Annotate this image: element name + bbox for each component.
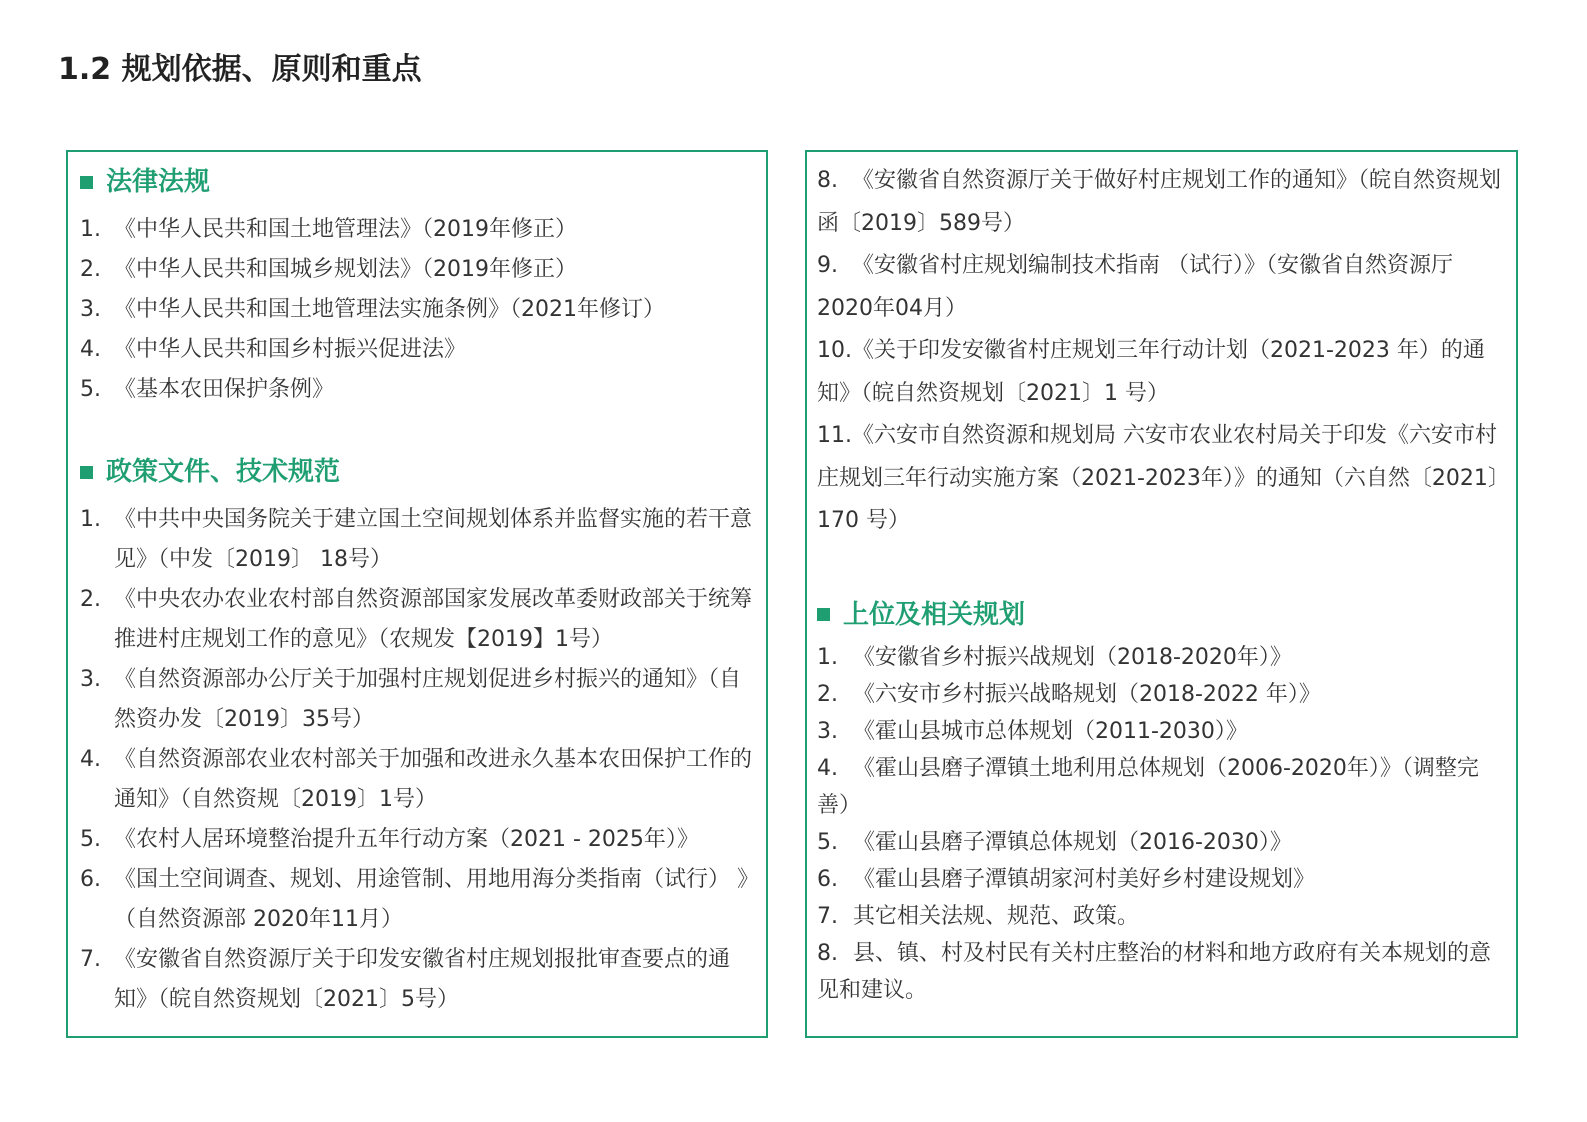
item-text: 《中华人民共和国乡村振兴促进法》	[114, 337, 467, 362]
item-text: 《中共中央国务院关于建立国土空间规划体系并监督实施的若干意见》（中发〔2019〕 18号）	[114, 507, 753, 572]
list-item	[80, 580, 754, 660]
item-text: 其它相关法规、规范、政策。	[853, 903, 1140, 929]
list-item	[817, 676, 1506, 713]
page-title: 1.2 规划依据、原则和重点	[58, 52, 422, 87]
item-number: 4.	[80, 337, 101, 362]
list-item	[817, 898, 1506, 935]
list-item	[817, 750, 1506, 824]
list-item	[817, 160, 1506, 245]
item-number: 6.	[817, 866, 838, 892]
list-item	[80, 370, 754, 410]
list-item	[80, 330, 754, 370]
right-panel	[805, 150, 1518, 1038]
list-item	[80, 500, 754, 580]
item-text: 《自然资源部农业农村部关于加强和改进永久基本农田保护工作的通知》（自然资规〔2019〕1号）	[114, 747, 753, 812]
item-number: 8.	[817, 940, 838, 966]
section-heading-label: 法律法规	[106, 167, 211, 197]
item-text: 《霍山县磨子潭镇总体规划（2016-2030）》	[853, 829, 1292, 855]
laws-list	[80, 210, 754, 410]
policies-list	[80, 500, 754, 1020]
square-bullet-icon	[80, 176, 93, 189]
item-number: 8.	[817, 168, 838, 193]
item-number: 7.	[80, 947, 101, 972]
item-number: 10.	[817, 338, 852, 363]
list-item	[80, 820, 754, 860]
item-number: 3.	[80, 667, 101, 692]
item-number: 1.	[80, 507, 101, 532]
item-text: 《自然资源部办公厅关于加强村庄规划促进乡村振兴的通知》（自然资办发〔2019〕35号）	[114, 667, 742, 732]
item-number: 2.	[817, 681, 838, 707]
item-number: 2.	[80, 257, 101, 282]
item-number: 4.	[80, 747, 101, 772]
section-heading-label: 政策文件、技术规范	[106, 457, 341, 487]
item-text: 《霍山县城市总体规划（2011-2030）》	[853, 718, 1248, 744]
item-number: 7.	[817, 903, 838, 929]
section-heading-laws	[80, 162, 754, 202]
list-item	[817, 245, 1506, 330]
item-number: 3.	[80, 297, 101, 322]
list-item	[817, 330, 1506, 415]
section-heading-related-plans	[817, 595, 1506, 635]
list-item	[817, 639, 1506, 676]
list-item	[80, 250, 754, 290]
item-text: 《中华人民共和国土地管理法》（2019年修正）	[114, 217, 577, 242]
item-text: 《关于印发安徽省村庄规划三年行动计划（2021-2023 年）的通知》（皖自然资规划〔2021〕1 号）	[817, 338, 1485, 406]
item-text: 《中华人民共和国城乡规划法》（2019年修正）	[114, 257, 577, 282]
related-plans-list	[817, 639, 1506, 1009]
item-text: 县、镇、村及村民有关村庄整治的材料和地方政府有关本规划的意见和建议。	[817, 940, 1492, 1003]
item-text: 《国土空间调查、规划、用途管制、用地用海分类指南（试行） 》（自然资源部 2020年11月）	[114, 867, 748, 932]
list-item	[817, 415, 1506, 543]
list-item	[80, 740, 754, 820]
list-item	[817, 861, 1506, 898]
item-text: 《霍山县磨子潭镇土地利用总体规划（2006-2020年）》（调整完善）	[817, 755, 1479, 818]
square-bullet-icon	[80, 466, 93, 479]
item-text: 《中央农办农业农村部自然资源部国家发展改革委财政部关于统筹推进村庄规划工作的意见》（农规发【2019】1号）	[114, 587, 753, 652]
item-text: 《安徽省乡村振兴战规划（2018-2020年）》	[853, 644, 1292, 670]
item-number: 5.	[80, 377, 101, 402]
list-item	[817, 713, 1506, 750]
list-item	[80, 860, 754, 940]
square-bullet-icon	[817, 608, 830, 621]
section-heading-label: 上位及相关规划	[843, 599, 1026, 630]
list-item	[817, 824, 1506, 861]
item-number: 6.	[80, 867, 101, 892]
list-item	[817, 935, 1506, 1009]
item-text: 《六安市乡村振兴战略规划（2018-2022 年）》	[853, 681, 1321, 707]
list-item	[80, 940, 754, 1020]
list-item	[80, 290, 754, 330]
item-text: 《中华人民共和国土地管理法实施条例》（2021年修订）	[114, 297, 665, 322]
item-number: 1.	[80, 217, 101, 242]
item-text: 《农村人居环境整治提升五年行动方案（2021 - 2025年）》	[114, 827, 699, 852]
list-item	[80, 210, 754, 250]
item-number: 1.	[817, 644, 838, 670]
item-text: 《霍山县磨子潭镇胡家河村美好乡村建设规划》	[853, 866, 1316, 892]
policies-continued-list	[817, 160, 1506, 543]
item-number: 9.	[817, 253, 838, 278]
item-text: 《安徽省自然资源厅关于做好村庄规划工作的通知》（皖自然资规划函〔2019〕589号）	[817, 168, 1502, 236]
item-number: 2.	[80, 587, 101, 612]
list-item	[80, 660, 754, 740]
item-number: 5.	[817, 829, 838, 855]
item-number: 3.	[817, 718, 838, 744]
item-text: 《六安市自然资源和规划局 六安市农业农村局关于印发《六安市村庄规划三年行动实施方案（2021-2023年）》的通知（六自然〔2021〕170 号）	[817, 423, 1499, 533]
section-heading-policies	[80, 452, 754, 492]
item-text: 《安徽省村庄规划编制技术指南 （试行）》（安徽省自然资源厅 2020年04月）	[817, 253, 1453, 321]
item-number: 4.	[817, 755, 838, 781]
left-panel	[66, 150, 768, 1038]
item-text: 《基本农田保护条例》	[114, 377, 335, 402]
item-number: 5.	[80, 827, 101, 852]
item-number: 11.	[817, 423, 852, 448]
item-text: 《安徽省自然资源厅关于印发安徽省村庄规划报批审查要点的通知》（皖自然资规划〔2021〕5号）	[114, 947, 731, 1012]
